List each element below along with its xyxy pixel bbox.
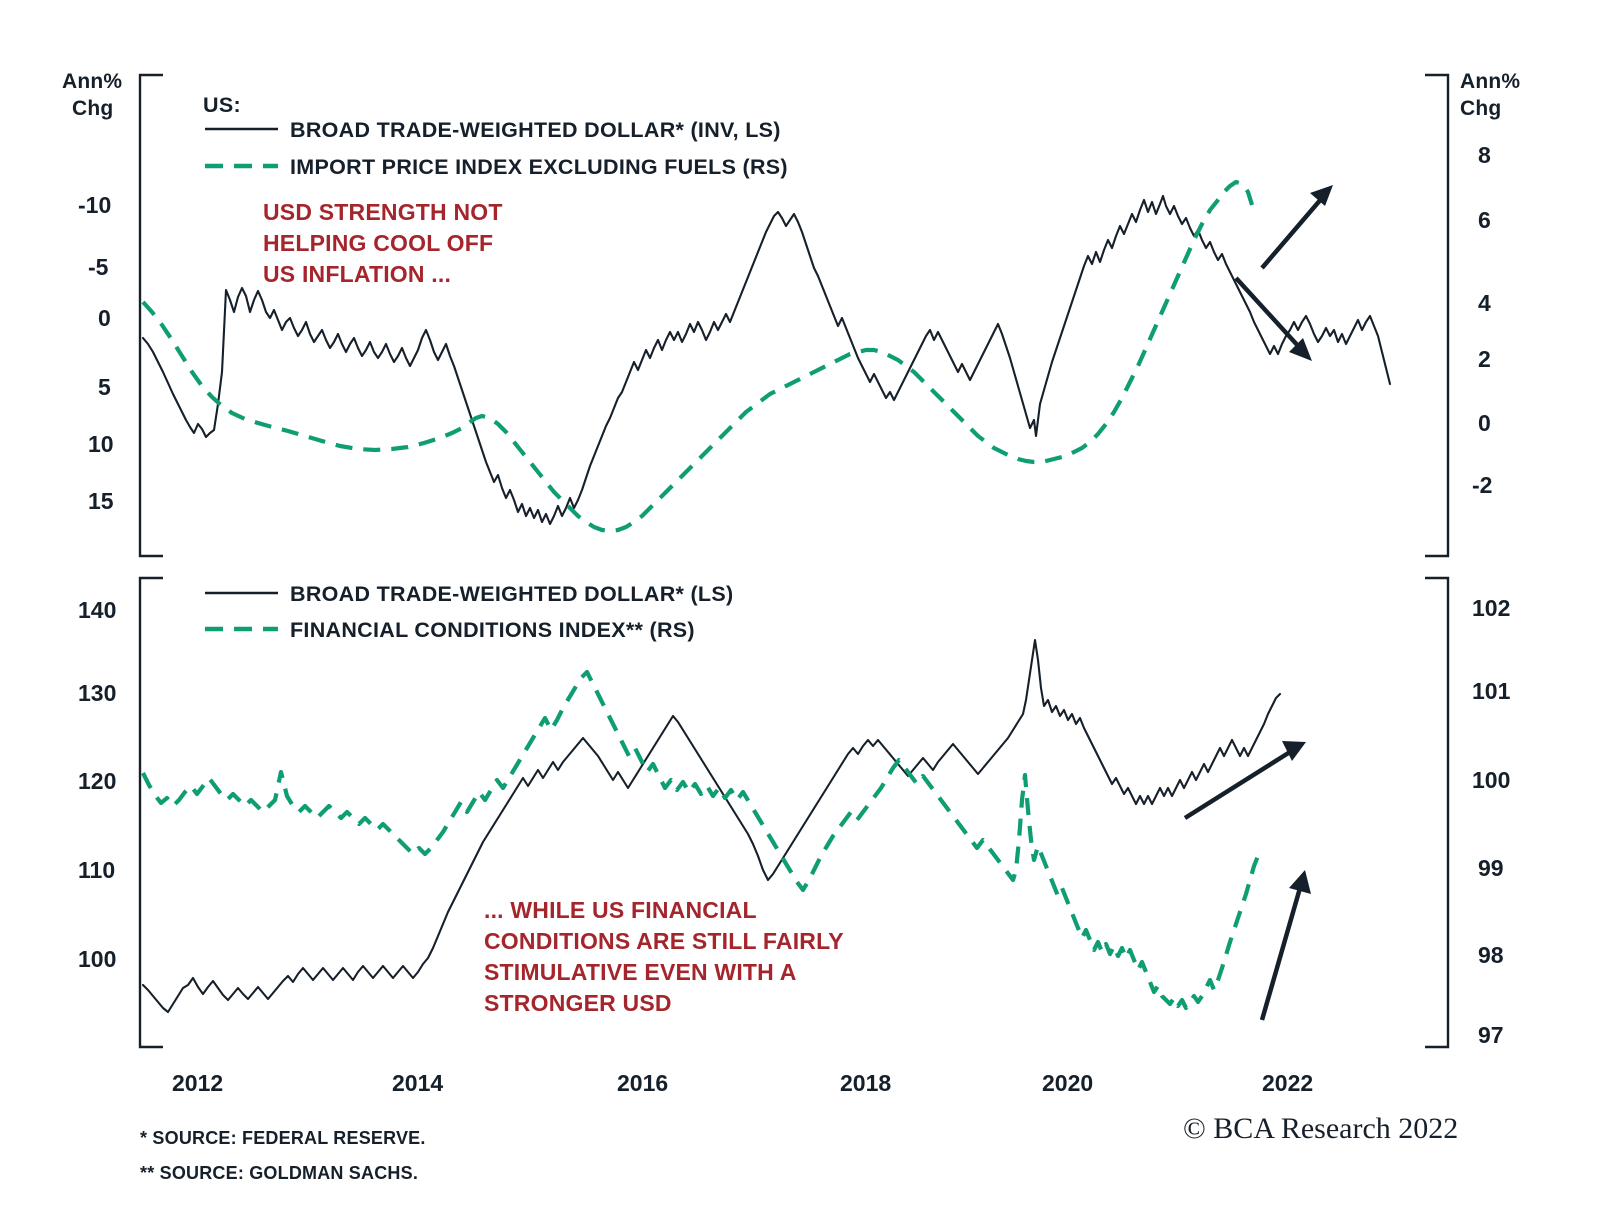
annotation-bottom-line4: STRONGER USD [484, 990, 672, 1016]
annotation-top-line2: HELPING COOL OFF [263, 230, 494, 256]
ytick-top-left-4: 10 [88, 431, 114, 457]
copyright-credit: © BCA Research 2022 [1183, 1112, 1459, 1145]
legend-item-import-price-index: IMPORT PRICE INDEX EXCLUDING FUELS (RS) [290, 155, 788, 179]
ytick-top-left-2: 0 [98, 305, 111, 331]
source-note-2: ** SOURCE: GOLDMAN SACHS. [140, 1163, 419, 1183]
ytick-bottom-left-1: 130 [78, 680, 117, 706]
legend-item-financial-conditions: FINANCIAL CONDITIONS INDEX** (RS) [290, 618, 695, 642]
ytick-bottom-left-3: 110 [78, 857, 116, 883]
xtick-0: 2012 [172, 1070, 224, 1096]
xtick-5: 2022 [1262, 1070, 1314, 1096]
annotation-bottom-line3: STIMULATIVE EVEN WITH A [484, 959, 797, 985]
ytick-bottom-right-4: 98 [1478, 942, 1504, 968]
ytick-bottom-right-5: 97 [1478, 1022, 1504, 1048]
ytick-top-right-1: 6 [1478, 207, 1491, 233]
ytick-top-left-5: 15 [88, 488, 114, 514]
ytick-bottom-right-0: 102 [1472, 595, 1511, 621]
xtick-3: 2018 [840, 1070, 892, 1096]
top-right-axis-unit-line2: Chg [1460, 97, 1502, 120]
ytick-bottom-right-1: 101 [1472, 678, 1511, 704]
ytick-bottom-left-2: 120 [78, 768, 117, 794]
top-left-axis-unit-line2: Chg [72, 97, 114, 120]
top-right-axis-unit-line1: Ann% [1460, 70, 1521, 93]
legend-item-broad-dollar: BROAD TRADE-WEIGHTED DOLLAR* (LS) [290, 582, 734, 606]
top-panel-arrows [1236, 185, 1333, 361]
top-left-axis-unit-line1: Ann% [62, 70, 123, 93]
ytick-top-right-4: 0 [1478, 410, 1491, 436]
legend-top-samples [205, 129, 278, 166]
source-note-1: * SOURCE: FEDERAL RESERVE. [140, 1128, 426, 1148]
ytick-bottom-right-2: 100 [1472, 767, 1511, 793]
ytick-top-left-1: -5 [88, 254, 109, 280]
xtick-1: 2014 [392, 1070, 444, 1096]
ytick-top-right-3: 2 [1478, 346, 1491, 372]
ytick-bottom-right-3: 99 [1478, 855, 1504, 881]
legend-item-broad-dollar-inv: BROAD TRADE-WEIGHTED DOLLAR* (INV, LS) [290, 118, 781, 142]
legend-bottom-samples [205, 593, 278, 629]
annotation-top-line3: US INFLATION ... [263, 261, 452, 287]
legend-group-label-us: US: [203, 93, 241, 117]
xtick-4: 2020 [1042, 1070, 1094, 1096]
ytick-top-left-0: -10 [78, 192, 112, 218]
bottom-panel-arrows [1185, 741, 1311, 1020]
ytick-top-left-3: 5 [98, 374, 111, 400]
annotation-bottom-line1: ... WHILE US FINANCIAL [484, 897, 757, 923]
annotation-bottom-line2: CONDITIONS ARE STILL FAIRLY [484, 928, 844, 954]
ytick-bottom-left-4: 100 [78, 946, 117, 972]
annotation-top-line1: USD STRENGTH NOT [263, 199, 503, 225]
ytick-bottom-left-0: 140 [78, 597, 117, 623]
ytick-top-right-2: 4 [1478, 290, 1491, 316]
xtick-2: 2016 [617, 1070, 669, 1096]
ytick-top-right-0: 8 [1478, 142, 1491, 168]
ytick-top-right-5: -2 [1472, 472, 1493, 498]
